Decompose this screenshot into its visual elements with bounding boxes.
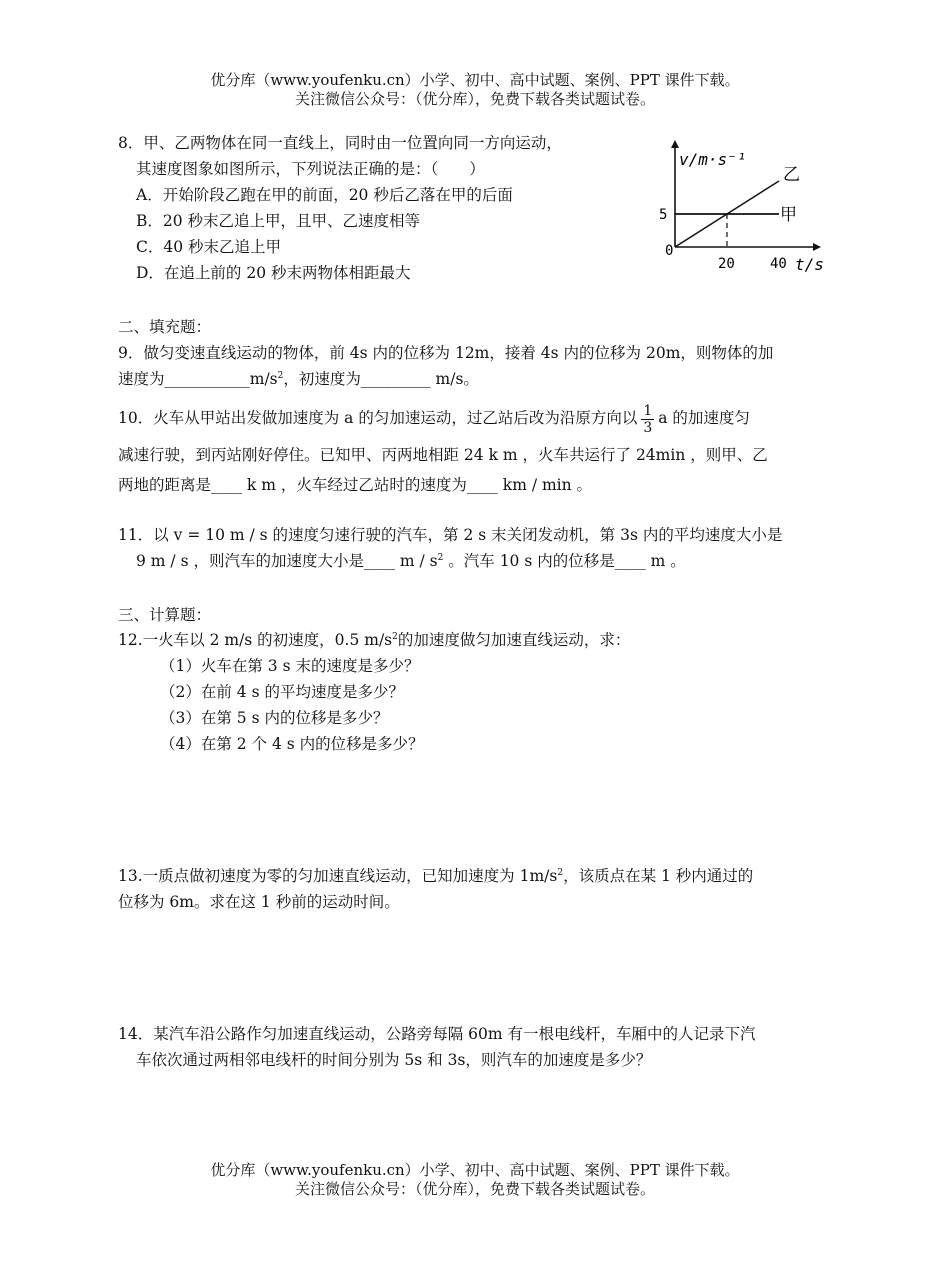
section-3-title: 三、计算题： [118,606,212,624]
question-10 [118,396,833,500]
origin-label: 0 [665,243,674,259]
q11-text-b: 。汽车 10 s 内的位移是____ m 。 [443,552,686,570]
q11-text-a: 9 m / s ，则汽车的加速度大小是____ m / s [136,552,438,570]
q12-stem [118,627,833,653]
x-tick-label: 20 [718,256,735,272]
q13-line-1 [118,863,833,889]
q13-text-b: ，该质点在某 1 秒内通过的 [563,867,754,885]
footer-line-1: 优分库（www.youfenku.cn）小学、初中、高中试题、案例、PPT 课件下载。 [210,1161,740,1179]
q8-stem-line-1: 8．甲、乙两物体在同一直线上，同时由一位置向同一方向运动， [118,134,562,152]
q11-superscript: 2 [437,553,444,563]
q13-text-a: 13.一质点做初速度为零的匀加速直线运动，已知加速度为 1m/s [118,867,558,885]
velocity-time-graph [655,132,835,282]
x-tick-label: 40 [770,256,787,272]
q12-superscript: 2 [392,632,398,642]
q8-option-a: A．开始阶段乙跑在甲的前面，20 秒后乙落在甲的后面 [136,186,513,204]
fraction-denominator: 3 [643,419,653,436]
q12-part-2: （2）在前 4 s 的平均速度是多少？ [160,683,404,701]
q11-line-2 [118,548,833,574]
x-axis-label: t/s [795,255,824,274]
q10-text-b: a 的加速度匀 [658,409,750,427]
question-11 [118,522,833,574]
q9-line-2 [118,366,833,392]
q9-text-a: 速度为___________m/s [118,370,278,388]
x-axis-arrow [813,243,821,251]
q9-superscript: 2 [277,371,284,381]
series-label-yi: 乙 [783,165,800,185]
page-footer [0,1161,950,1199]
q12-part-3: （3）在第 5 s 内的位移是多少？ [160,709,389,727]
y-tick-label: 5 [659,207,668,223]
page-header [0,71,950,109]
header-line-1: 优分库（www.youfenku.cn）小学、初中、高中试题、案例、PPT 课件下载。 [210,71,740,89]
q9-text-b: ，初速度为_________ m/s。 [283,370,479,388]
q8-option-b: B．20 秒末乙追上甲，且甲、乙速度相等 [136,212,421,230]
q8-option-c: C．40 秒末乙追上甲 [136,238,282,256]
q12-part-4: （4）在第 2 个 4 s 内的位移是多少？ [160,735,424,753]
series-label-jia: 甲 [780,205,797,225]
question-14 [118,1021,833,1073]
q14-line-1: 14．某汽车沿公路作匀加速直线运动，公路旁每隔 60m 有一根电线杆，车厢中的人记录下汽 [118,1025,756,1043]
fraction-numerator: 1 [643,402,653,419]
q9-line-1: 9．做匀变速直线运动的物体，前 4s 内的位移为 12m，接着 4s 内的位移为 20m，则物体的加 [118,344,774,362]
question-9 [118,340,833,392]
footer-line-2: 关注微信公众号：（优分库），免费下载各类试题试卷。 [294,1180,655,1198]
q10-line-3: 两地的距离是____ k m ，火车经过乙站时的速度为____ km / min 。 [118,476,593,494]
y-axis-arrow [671,140,679,148]
q10-line-1 [118,396,833,440]
q13-superscript: 2 [557,868,564,878]
q12-text-a: 12.一火车以 2 m/s 的初速度，0.5 m/s [118,631,393,649]
y-axis-label: v/m·s⁻¹ [679,150,747,169]
question-12 [118,627,833,757]
q12-part-1: （1）火车在第 3 s 末的速度是多少？ [160,657,420,675]
q8-option-d: D．在追上前的 20 秒末两物体相距最大 [136,264,411,282]
q11-line-1: 11．以 v = 10 m / s 的速度匀速行驶的汽车，第 2 s 末关闭发动机，第 3s 内的平均速度大小是 [118,526,783,544]
q14-line-2: 车依次通过两相邻电线杆的时间分别为 5s 和 3s，则汽车的加速度是多少？ [136,1051,652,1069]
q13-line-2: 位移为 6m。求在这 1 秒前的运动时间。 [118,893,400,911]
question-13 [118,863,833,915]
q12-text-b: 的加速度做匀加速直线运动，求： [397,631,631,649]
q8-stem-line-2: 其速度图象如图所示，下列说法正确的是：（ ） [136,160,485,178]
header-line-2: 关注微信公众号：（优分库），免费下载各类试题试卷。 [294,90,655,108]
fraction-one-third [641,403,654,436]
q10-line-2: 减速行驶，到丙站刚好停住。已知甲、丙两地相距 24 k m ，火车共运行了 24min ，则甲、乙 [118,446,768,464]
q10-text-a: 10．火车从甲站出发做加速度为 a 的匀加速运动，过乙站后改为沿原方向以 [118,409,638,427]
section-2-title: 二、填充题： [118,318,212,336]
